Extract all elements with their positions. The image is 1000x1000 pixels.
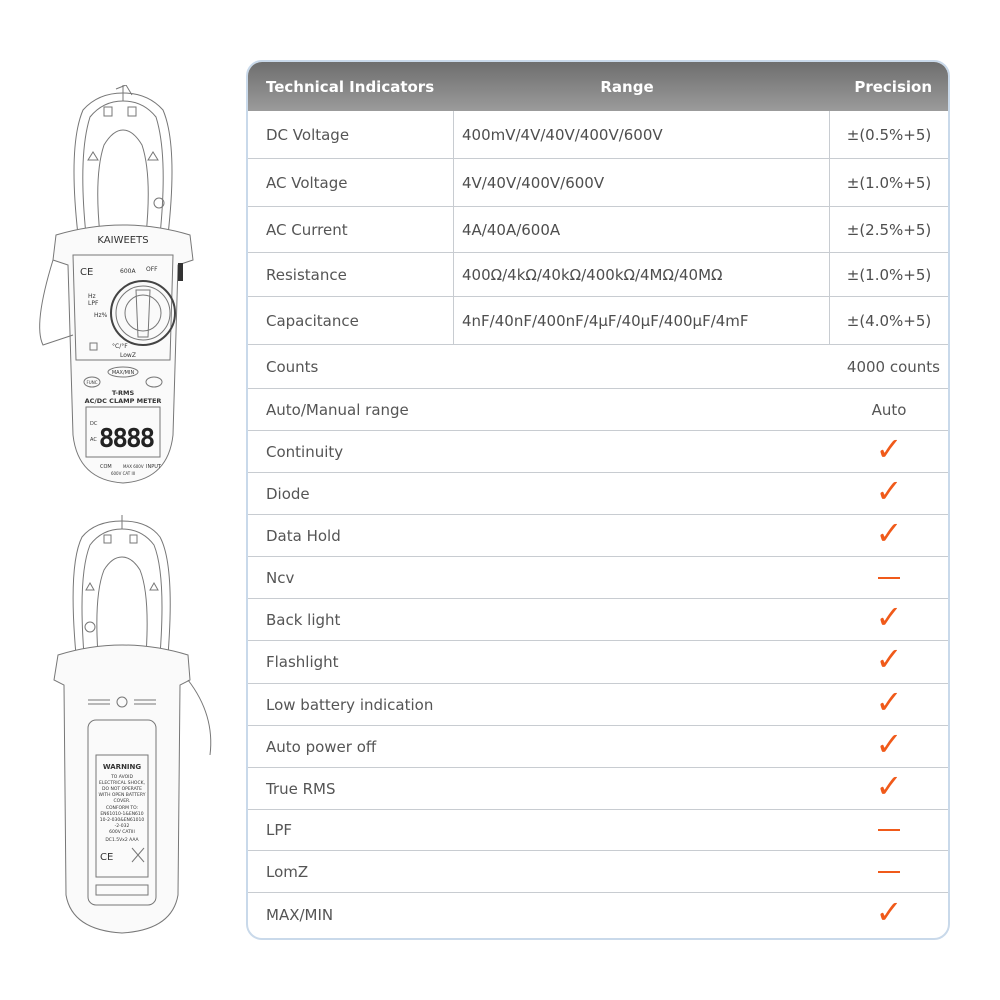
svg-text:CONFORM TO:: CONFORM TO: bbox=[105, 806, 139, 811]
table-row-max-min bbox=[248, 893, 948, 937]
row-label: LPF bbox=[266, 821, 293, 839]
header-technical-indicators: Technical Indicators bbox=[266, 77, 435, 96]
table-row-ac-current bbox=[248, 207, 948, 253]
row-label: Back light bbox=[266, 610, 341, 629]
table-row-dc-voltage bbox=[248, 111, 948, 159]
svg-text:OFF: OFF bbox=[146, 266, 158, 273]
svg-text:Hz: Hz bbox=[88, 293, 96, 300]
table-row-low-battery-indication bbox=[248, 684, 948, 726]
table-row-ac-voltage bbox=[248, 159, 948, 207]
table-row-auto-manual-range bbox=[248, 389, 948, 431]
svg-text:WARNING: WARNING bbox=[102, 763, 142, 771]
svg-text:LowZ: LowZ bbox=[120, 352, 136, 359]
row-precision: ±(4.0%+5) bbox=[846, 311, 932, 330]
row-label: Low battery indication bbox=[266, 695, 434, 714]
row-label: Counts bbox=[266, 357, 319, 376]
svg-text:CE: CE bbox=[100, 852, 114, 863]
table-row-lomz bbox=[248, 851, 948, 893]
check-icon: ✓ bbox=[875, 724, 903, 763]
svg-text:8888: 8888 bbox=[98, 424, 154, 454]
svg-text:MAX 600V: MAX 600V bbox=[123, 464, 144, 469]
table-row-flashlight bbox=[248, 641, 948, 684]
svg-text:10-2-030&EN61010: 10-2-030&EN61010 bbox=[99, 818, 145, 823]
svg-text:LPF: LPF bbox=[88, 300, 99, 307]
svg-text:DO NOT OPERATE: DO NOT OPERATE bbox=[102, 787, 142, 792]
row-label: Diode bbox=[266, 484, 310, 503]
row-label: DC Voltage bbox=[248, 111, 454, 158]
table-header bbox=[248, 62, 948, 111]
row-label: MAX/MIN bbox=[266, 906, 334, 924]
svg-text:WITH OPEN BATTERY: WITH OPEN BATTERY bbox=[98, 793, 146, 798]
table-row-counts bbox=[248, 345, 948, 389]
svg-text:600A: 600A bbox=[120, 268, 136, 275]
check-icon: ✓ bbox=[875, 597, 903, 636]
table-row-lpf bbox=[248, 810, 948, 851]
svg-text:MAX/MIN: MAX/MIN bbox=[111, 370, 135, 376]
table-row-continuity bbox=[248, 431, 948, 473]
svg-text:INPUT: INPUT bbox=[146, 464, 161, 470]
svg-text:DC: DC bbox=[90, 421, 98, 427]
table-row-capacitance bbox=[248, 297, 948, 345]
dash-icon bbox=[878, 829, 900, 831]
row-label: AC Current bbox=[248, 207, 454, 252]
svg-text:-2-032: -2-032 bbox=[114, 824, 130, 829]
technical-spec-table bbox=[246, 60, 950, 940]
header-range: Range bbox=[600, 77, 654, 96]
header-precision: Precision bbox=[854, 77, 932, 96]
table-row-auto-power-off bbox=[248, 726, 948, 768]
svg-text:EN61010-1&EN610: EN61010-1&EN610 bbox=[100, 812, 144, 817]
table-row-back-light bbox=[248, 599, 948, 641]
row-precision: ±(2.5%+5) bbox=[846, 220, 932, 239]
row-range: 4A/40A/600A bbox=[454, 207, 830, 252]
svg-text:CE: CE bbox=[80, 267, 94, 278]
row-precision: ±(0.5%+5) bbox=[846, 125, 932, 144]
row-label: AC Voltage bbox=[248, 159, 454, 206]
row-range: 400Ω/4kΩ/40kΩ/400kΩ/4MΩ/40MΩ bbox=[454, 253, 830, 296]
svg-text:AC/DC CLAMP METER: AC/DC CLAMP METER bbox=[84, 397, 162, 405]
check-icon: ✓ bbox=[875, 682, 903, 721]
dash-icon bbox=[878, 577, 900, 579]
svg-text:°C/°F: °C/°F bbox=[112, 343, 128, 350]
row-label: True RMS bbox=[266, 779, 336, 798]
svg-text:FUNC: FUNC bbox=[86, 380, 98, 385]
row-label: LomZ bbox=[266, 862, 309, 881]
table-row-resistance bbox=[248, 253, 948, 297]
row-label: Auto/Manual range bbox=[266, 400, 409, 419]
check-icon: ✓ bbox=[875, 429, 903, 468]
row-label: Flashlight bbox=[266, 653, 339, 671]
clamp-meter-back-illustration bbox=[40, 515, 220, 935]
row-precision: ±(1.0%+5) bbox=[846, 265, 932, 284]
row-precision: ±(1.0%+5) bbox=[846, 173, 932, 192]
svg-text:TO AVOID: TO AVOID bbox=[111, 775, 133, 780]
table-row-diode bbox=[248, 473, 948, 515]
row-label: Resistance bbox=[248, 253, 454, 296]
svg-text:AC: AC bbox=[90, 437, 97, 443]
table-row-ncv bbox=[248, 557, 948, 599]
row-value: Auto bbox=[871, 400, 907, 419]
svg-text:Hz%: Hz% bbox=[94, 312, 108, 319]
svg-text:COM: COM bbox=[100, 464, 112, 470]
check-icon: ✓ bbox=[875, 766, 903, 805]
check-icon: ✓ bbox=[875, 640, 903, 678]
svg-text:600V CATIII: 600V CATIII bbox=[109, 830, 135, 835]
svg-text:T-RMS: T-RMS bbox=[111, 389, 135, 397]
check-icon: ✓ bbox=[875, 893, 903, 931]
svg-text:COVER.: COVER. bbox=[113, 799, 131, 804]
svg-text:ELECTRICAL SHOCK,: ELECTRICAL SHOCK, bbox=[98, 781, 146, 786]
svg-text:600V CAT III: 600V CAT III bbox=[110, 471, 136, 476]
row-range: 4nF/40nF/400nF/4μF/40μF/400μF/4mF bbox=[454, 297, 830, 344]
row-label: Data Hold bbox=[266, 526, 341, 545]
check-icon: ✓ bbox=[875, 471, 903, 510]
brand-logo: KAIWEETS bbox=[97, 235, 149, 246]
row-value: 4000 counts bbox=[846, 357, 940, 376]
svg-text:DC1.5Vx2 AAA: DC1.5Vx2 AAA bbox=[105, 838, 139, 843]
row-range: 400mV/4V/40V/400V/600V bbox=[454, 111, 830, 158]
row-label: Ncv bbox=[266, 568, 295, 587]
table-row-data-hold bbox=[248, 515, 948, 557]
row-label: Capacitance bbox=[248, 297, 454, 344]
table-row-true-rms bbox=[248, 768, 948, 810]
row-label: Continuity bbox=[266, 442, 344, 461]
check-icon: ✓ bbox=[875, 513, 903, 552]
row-label: Auto power off bbox=[266, 737, 377, 756]
dash-icon bbox=[878, 871, 900, 873]
row-range: 4V/40V/400V/600V bbox=[454, 159, 830, 206]
clamp-meter-front-illustration bbox=[28, 85, 218, 485]
